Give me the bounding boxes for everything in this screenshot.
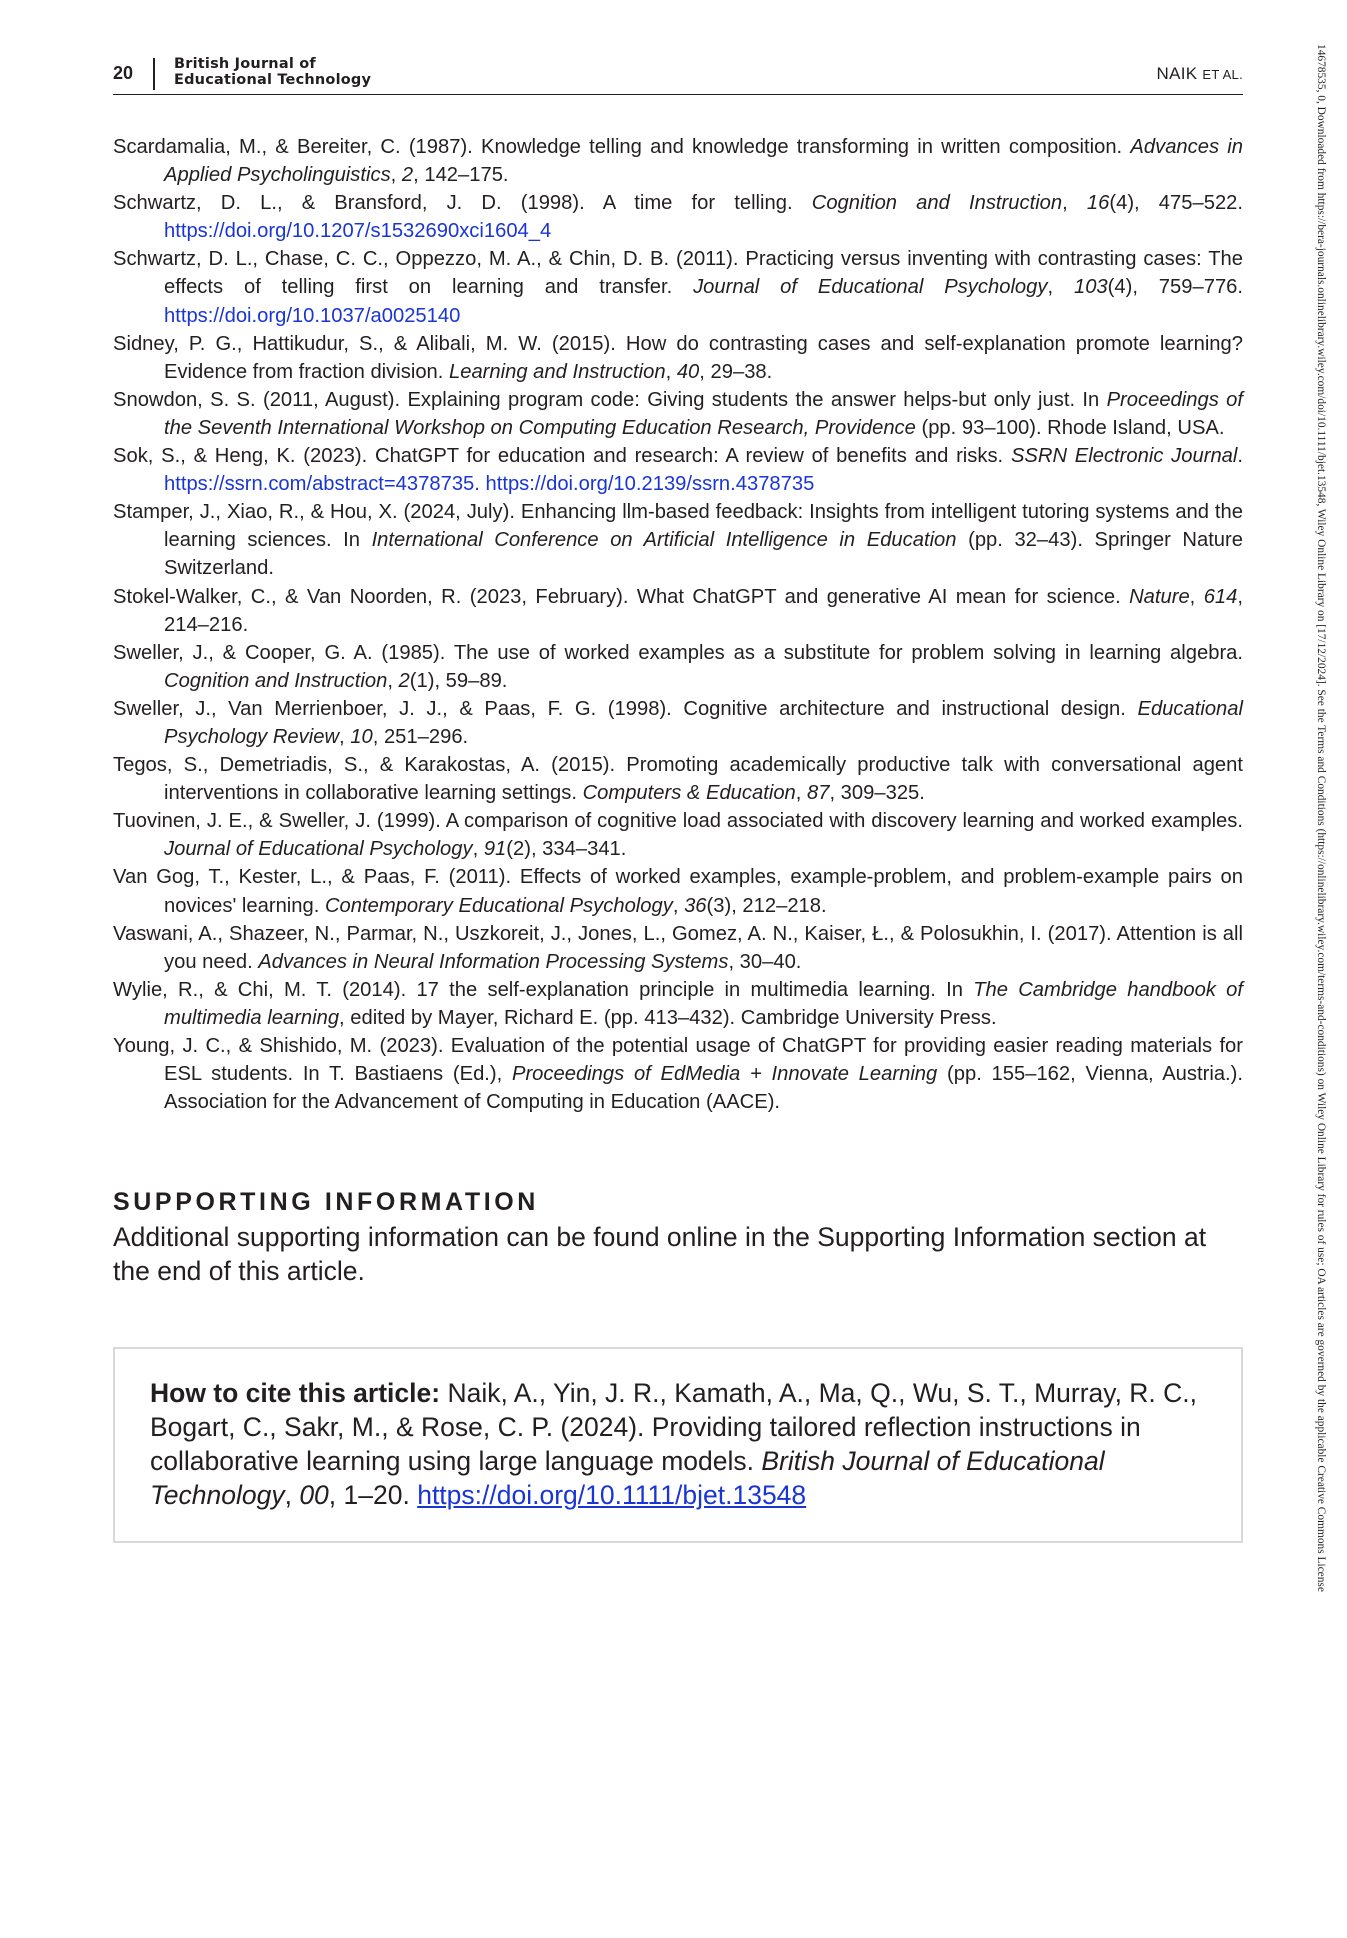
reference-volume: 36 bbox=[684, 894, 707, 917]
reference-volume: 91 bbox=[483, 838, 507, 861]
reference-volume: 40 bbox=[676, 360, 700, 383]
reference-item bbox=[113, 751, 1243, 807]
page-header bbox=[113, 56, 1243, 95]
citation-label: How to cite this article: bbox=[150, 1378, 441, 1408]
reference-authors-title: Vaswani, A., Shazeer, N., Parmar, N., Uszkoreit, J., Jones, L., Gomez, A. N., Kaiser, Ł., & Polosukhin, I. (2017). Attention is all you need. bbox=[113, 922, 1243, 973]
reference-separator: , bbox=[1189, 585, 1204, 608]
reference-item bbox=[113, 695, 1243, 751]
reference-authors-title: Snowdon, S. S. (2011, August). Explaining program code: Giving students the answer helps-but only just. In bbox=[113, 388, 1107, 411]
reference-volume: 10 bbox=[350, 725, 373, 748]
reference-pages: . bbox=[1237, 445, 1243, 468]
reference-link[interactable]: https://doi.org/10.1207/s1532690xci1604_4 bbox=[164, 220, 552, 243]
journal-name bbox=[174, 56, 371, 88]
reference-source: SSRN Electronic Journal bbox=[1010, 445, 1238, 468]
reference-source: Cognition and Instruction bbox=[811, 192, 1063, 215]
citation-pages: , 1–20. bbox=[328, 1480, 418, 1510]
reference-separator: , bbox=[472, 838, 484, 861]
reference-source: Proceedings of the Seventh International Workshop on Computing Education Research, Providence bbox=[164, 388, 1243, 439]
reference-pages: , 30–40. bbox=[728, 950, 802, 973]
running-head-suffix: ET AL. bbox=[1202, 67, 1243, 82]
reference-item bbox=[113, 245, 1243, 329]
citation-body: Naik, A., Yin, J. R., Kamath, A., Ma, Q., Wu, S. T., Murray, R. C., Bogart, C., Sakr, M., & Rose, C. P. (2024). Providing tailored reflection instructions in collaborative learning using large language models. bbox=[150, 1378, 1198, 1476]
reference-authors-title: Tuovinen, J. E., & Sweller, J. (1999). A comparison of cognitive load associated with discovery learning and worked examples. bbox=[113, 810, 1243, 833]
reference-item bbox=[113, 863, 1243, 919]
reference-authors-title: Schwartz, D. L., & Bransford, J. D. (1998). A time for telling. bbox=[113, 192, 812, 215]
reference-separator: , bbox=[1062, 192, 1087, 215]
reference-item bbox=[113, 639, 1243, 695]
supporting-information-heading: SUPPORTING INFORMATION bbox=[113, 1188, 539, 1216]
reference-pages: , 309–325. bbox=[829, 782, 925, 805]
reference-authors-title: Sweller, J., & Cooper, G. A. (1985). The use of worked examples as a substitute for problem solving in learning algebra. bbox=[113, 641, 1243, 664]
reference-source: Computers & Education bbox=[582, 782, 796, 805]
reference-item bbox=[113, 133, 1243, 189]
reference-volume: 2 bbox=[401, 164, 414, 187]
reference-authors-title: Young, J. C., & Shishido, M. (2023). Evaluation of the potential usage of ChatGPT for providing easier reading materials for ESL students. In T. Bastiaens (Ed.), bbox=[113, 1035, 1243, 1086]
reference-authors-title: Stamper, J., Xiao, R., & Hou, X. (2024, July). Enhancing llm-based feedback: Insights from intelligent tutoring systems and the learning sciences. In bbox=[113, 501, 1243, 552]
reference-volume: 614 bbox=[1203, 585, 1238, 608]
reference-link[interactable]: https://doi.org/10.1037/a0025140 bbox=[164, 304, 461, 327]
reference-source: The Cambridge handbook of multimedia learning bbox=[164, 978, 1243, 1029]
reference-pages: (pp. 93–100). Rhode Island, USA. bbox=[915, 416, 1225, 439]
reference-source: Advances in Applied Psycholinguistics bbox=[164, 136, 1244, 187]
reference-volume: 103 bbox=[1073, 276, 1108, 299]
page-number: 20 bbox=[113, 63, 134, 83]
reference-link[interactable]: https://ssrn.com/abstract=4378735. bbox=[164, 473, 480, 496]
reference-authors-title: Sok, S., & Heng, K. (2023). ChatGPT for education and research: A review of benefits and risks. bbox=[113, 445, 1011, 468]
reference-source: Journal of Educational Psychology bbox=[693, 276, 1048, 299]
reference-item bbox=[113, 1032, 1243, 1116]
reference-pages: , 214–216. bbox=[164, 585, 1243, 636]
reference-pages: (2), 334–341. bbox=[506, 838, 627, 861]
reference-authors-title: Sweller, J., Van Merrienboer, J. J., & Paas, F. G. (1998). Cognitive architecture and instructional design. bbox=[113, 697, 1138, 720]
reference-pages: (pp. 155–162, Vienna, Austria.). Association for the Advancement of Computing in Education (AACE). bbox=[164, 1063, 1243, 1114]
reference-separator: , bbox=[387, 669, 399, 692]
reference-item bbox=[113, 189, 1243, 245]
reference-source: Educational Psychology Review bbox=[164, 697, 1243, 748]
reference-source: Learning and Instruction bbox=[449, 360, 666, 383]
reference-source: Journal of Educational Psychology bbox=[164, 838, 473, 861]
reference-item bbox=[113, 976, 1243, 1032]
reference-item bbox=[113, 498, 1243, 582]
reference-separator: , bbox=[390, 164, 402, 187]
reference-pages: , 142–175. bbox=[413, 164, 509, 187]
citation-volume: 00 bbox=[299, 1480, 329, 1510]
citation-sep: , bbox=[284, 1480, 300, 1510]
reference-source: Nature bbox=[1129, 585, 1190, 608]
reference-item bbox=[113, 386, 1243, 442]
reference-pages: , edited by Mayer, Richard E. (pp. 413–432). Cambridge University Press. bbox=[339, 1006, 997, 1029]
reference-pages: , 29–38. bbox=[699, 360, 773, 383]
reference-separator: , bbox=[665, 360, 677, 383]
citation-journal: British Journal of Educational Technology bbox=[150, 1446, 1105, 1510]
citation-box bbox=[113, 1347, 1243, 1543]
running-head-author: NAIK bbox=[1156, 64, 1203, 83]
reference-authors-title: Scardamalia, M., & Bereiter, C. (1987). Knowledge telling and knowledge transforming in written composition. bbox=[113, 136, 1131, 158]
reference-source: Contemporary Educational Psychology bbox=[324, 894, 673, 917]
running-head bbox=[1157, 64, 1244, 84]
reference-volume: 16 bbox=[1086, 192, 1110, 215]
reference-pages: (4), 475–522. bbox=[1109, 192, 1244, 215]
reference-source: Proceedings of EdMedia + Innovate Learning bbox=[511, 1063, 938, 1086]
reference-item bbox=[113, 583, 1243, 639]
reference-pages: (4), 759–776. bbox=[1107, 276, 1244, 299]
download-side-note: 14678535, 0, Downloaded from https://bera-journals.onlinelibrary.wiley.com/doi/10.1111/bjet.13548, Wiley Online Library on [17/12/2024]. See the Terms and Conditions (https://onlinelibrary.wiley.com/terms-and-conditions) on Wiley Online Library for rules of use; OA articles are governed by the applicable Creative Commons License bbox=[1315, 44, 1327, 1592]
reference-pages: (3), 212–218. bbox=[706, 894, 827, 917]
reference-source: Cognition and Instruction bbox=[164, 669, 388, 692]
reference-separator: , bbox=[339, 725, 351, 748]
journal-name-line2: Educational Technology bbox=[174, 72, 372, 88]
reference-authors-title: Tegos, S., Demetriadis, S., & Karakostas, A. (2015). Promoting academically productive talk with conversational agent interventions in collaborative learning settings. bbox=[113, 754, 1243, 805]
reference-source: Advances in Neural Information Processing Systems bbox=[258, 950, 729, 973]
reference-item bbox=[113, 920, 1243, 976]
reference-authors-title: Stokel-Walker, C., & Van Noorden, R. (2023, February). What ChatGPT and generative AI mean for science. bbox=[113, 585, 1130, 608]
header-divider bbox=[153, 58, 155, 90]
reference-separator: , bbox=[1047, 276, 1074, 299]
reference-item bbox=[113, 442, 1243, 498]
reference-link[interactable]: https://doi.org/10.2139/ssrn.4378735 bbox=[485, 473, 815, 496]
reference-pages: , 251–296. bbox=[372, 725, 469, 748]
reference-volume: 87 bbox=[807, 782, 830, 805]
citation-text bbox=[150, 1376, 1210, 1512]
citation-doi-link[interactable]: https://doi.org/10.1111/bjet.13548 bbox=[417, 1480, 807, 1510]
reference-authors-title: Sidney, P. G., Hattikudur, S., & Alibali, M. W. (2015). How do contrasting cases and self-explanation promote learning? Evidence from fraction division. bbox=[113, 332, 1243, 383]
reference-item bbox=[113, 807, 1243, 863]
reference-source: International Conference on Artificial Intelligence in Education bbox=[371, 529, 957, 552]
reference-item bbox=[113, 330, 1243, 386]
reference-separator: , bbox=[672, 894, 685, 917]
reference-pages: (1), 59–89. bbox=[409, 669, 508, 692]
reference-authors-title: Van Gog, T., Kester, L., & Paas, F. (2011). Effects of worked examples, example-problem, and problem-example pairs on novices' learning. bbox=[113, 866, 1243, 917]
reference-list bbox=[113, 133, 1243, 1116]
journal-name-line1: British Journal of bbox=[174, 56, 316, 72]
reference-pages: (pp. 32–43). Springer Nature Switzerland. bbox=[164, 529, 1243, 580]
supporting-information-text: Additional supporting information can be found online in the Supporting Information section at the end of this article. bbox=[113, 1222, 1207, 1286]
reference-authors-title: Wylie, R., & Chi, M. T. (2014). 17 the self-explanation principle in multimedia learning. In bbox=[113, 978, 974, 1001]
reference-volume: 2 bbox=[398, 669, 410, 692]
reference-separator: , bbox=[795, 782, 807, 805]
reference-authors-title: Schwartz, D. L., Chase, C. C., Oppezzo, M. A., & Chin, D. B. (2011). Practicing versus inventing with contrasting cases: The effects of telling first on learning and transfer. bbox=[113, 248, 1243, 299]
